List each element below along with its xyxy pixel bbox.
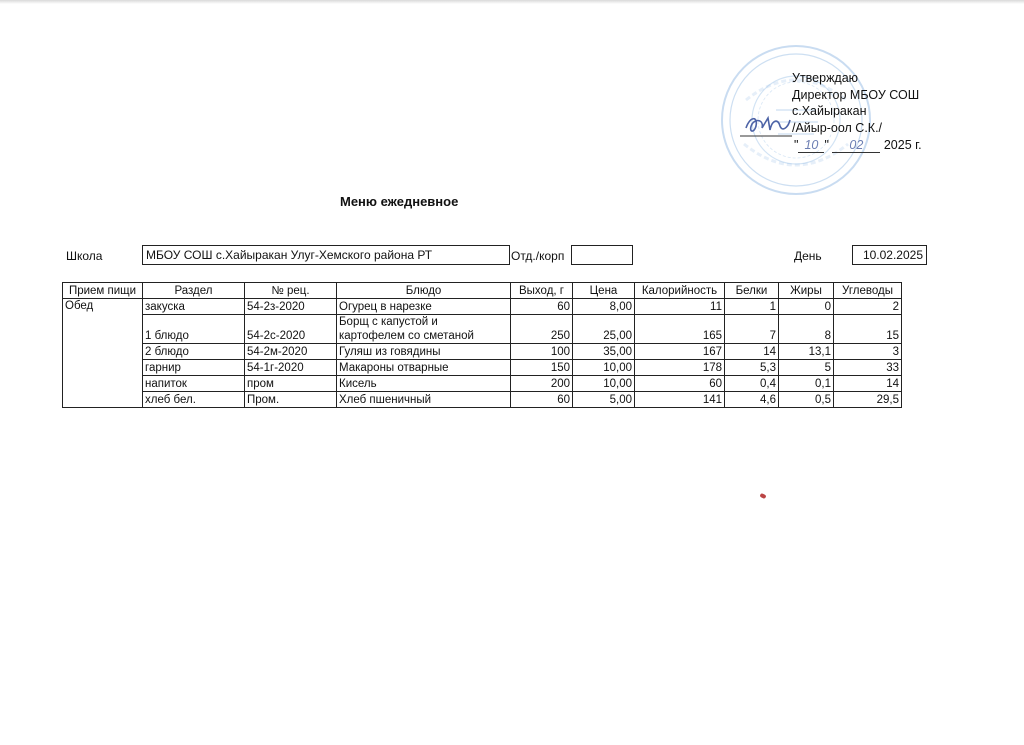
col-header-output: Выход, г [511,283,573,299]
table-row [63,360,902,376]
date-month: 02 [832,138,880,153]
dish-line-2: картофелем со сметаной [339,330,474,342]
table-row [63,344,902,360]
recipe-cell: Пром. [245,392,337,408]
calories-cell: 165 [635,315,725,344]
approval-block [792,70,919,136]
section-cell: гарнир [143,360,245,376]
approval-date [794,138,922,153]
carbs-cell: 3 [834,344,902,360]
output-cell: 200 [511,376,573,392]
school-field: МБОУ СОШ с.Хайыракан Улуг-Хемского района РТ [142,245,510,265]
col-header-carbs: Углеводы [834,283,902,299]
date-year: 2025 г. [883,138,922,152]
col-header-protein: Белки [725,283,779,299]
price-cell: 25,00 [573,315,635,344]
section-cell: закуска [143,299,245,315]
section-cell: 1 блюдо [143,315,245,344]
dish-cell [337,315,511,344]
output-cell: 150 [511,360,573,376]
price-cell: 5,00 [573,392,635,408]
fat-cell: 8 [779,315,834,344]
approval-line-3: с.Хайыракан [792,104,867,118]
fat-cell: 0,1 [779,376,834,392]
output-cell: 60 [511,392,573,408]
table-row [63,376,902,392]
protein-cell: 14 [725,344,779,360]
scan-speck [759,493,766,499]
section-cell: напиток [143,376,245,392]
protein-cell: 1 [725,299,779,315]
meal-cell: Обед [63,299,143,408]
carbs-cell: 2 [834,299,902,315]
table-row [63,392,902,408]
col-header-price: Цена [573,283,635,299]
protein-cell: 5,3 [725,360,779,376]
protein-cell: 7 [725,315,779,344]
recipe-cell: 54-2м-2020 [245,344,337,360]
fat-cell: 0,5 [779,392,834,408]
date-day: 10 [798,138,824,153]
approval-line-1: Утверждаю [792,71,859,85]
col-header-dish: Блюдо [337,283,511,299]
col-header-calories: Калорийность [635,283,725,299]
output-cell: 60 [511,299,573,315]
output-cell: 250 [511,315,573,344]
dish-line-1: Борщ с капустой и [339,316,438,328]
date-quote-open: " [794,138,799,152]
col-header-section: Раздел [143,283,245,299]
recipe-cell: 54-2з-2020 [245,299,337,315]
day-field: 10.02.2025 [852,245,927,265]
dish-cell: Кисель [337,376,511,392]
carbs-cell: 14 [834,376,902,392]
dept-field [571,245,633,265]
page-title: Меню ежедневное [340,194,459,209]
carbs-cell: 33 [834,360,902,376]
recipe-cell: 54-2с-2020 [245,315,337,344]
price-cell: 10,00 [573,360,635,376]
table-row [63,299,902,315]
calories-cell: 60 [635,376,725,392]
dish-cell: Гуляш из говядины [337,344,511,360]
day-label: День [794,249,822,263]
section-cell: хлеб бел. [143,392,245,408]
carbs-cell: 29,5 [834,392,902,408]
recipe-cell: 54-1г-2020 [245,360,337,376]
calories-cell: 167 [635,344,725,360]
price-cell: 35,00 [573,344,635,360]
school-label: Школа [66,249,103,263]
calories-cell: 11 [635,299,725,315]
section-cell: 2 блюдо [143,344,245,360]
calories-cell: 141 [635,392,725,408]
calories-cell: 178 [635,360,725,376]
price-cell: 8,00 [573,299,635,315]
approval-line-4: /Айыр-оол С.К./ [792,120,883,135]
approval-line-2: Директор МБОУ СОШ [792,87,920,102]
date-quote-close: " [824,138,829,152]
col-header-fat: Жиры [779,283,834,299]
col-header-meal: Прием пищи [63,283,143,299]
protein-cell: 0,4 [725,376,779,392]
fat-cell: 13,1 [779,344,834,360]
dish-cell: Хлеб пшеничный [337,392,511,408]
dept-label: Отд./корп [511,249,565,263]
recipe-cell: пром [245,376,337,392]
table-row [63,315,902,344]
col-header-recipe: № рец. [245,283,337,299]
menu-table [62,282,902,408]
price-cell: 10,00 [573,376,635,392]
scan-edge [0,0,1024,4]
dish-cell: Огурец в нарезке [337,299,511,315]
fat-cell: 5 [779,360,834,376]
director-signature [736,110,796,142]
dish-cell: Макароны отварные [337,360,511,376]
protein-cell: 4,6 [725,392,779,408]
output-cell: 100 [511,344,573,360]
table-header-row [63,283,902,299]
carbs-cell: 15 [834,315,902,344]
fat-cell: 0 [779,299,834,315]
